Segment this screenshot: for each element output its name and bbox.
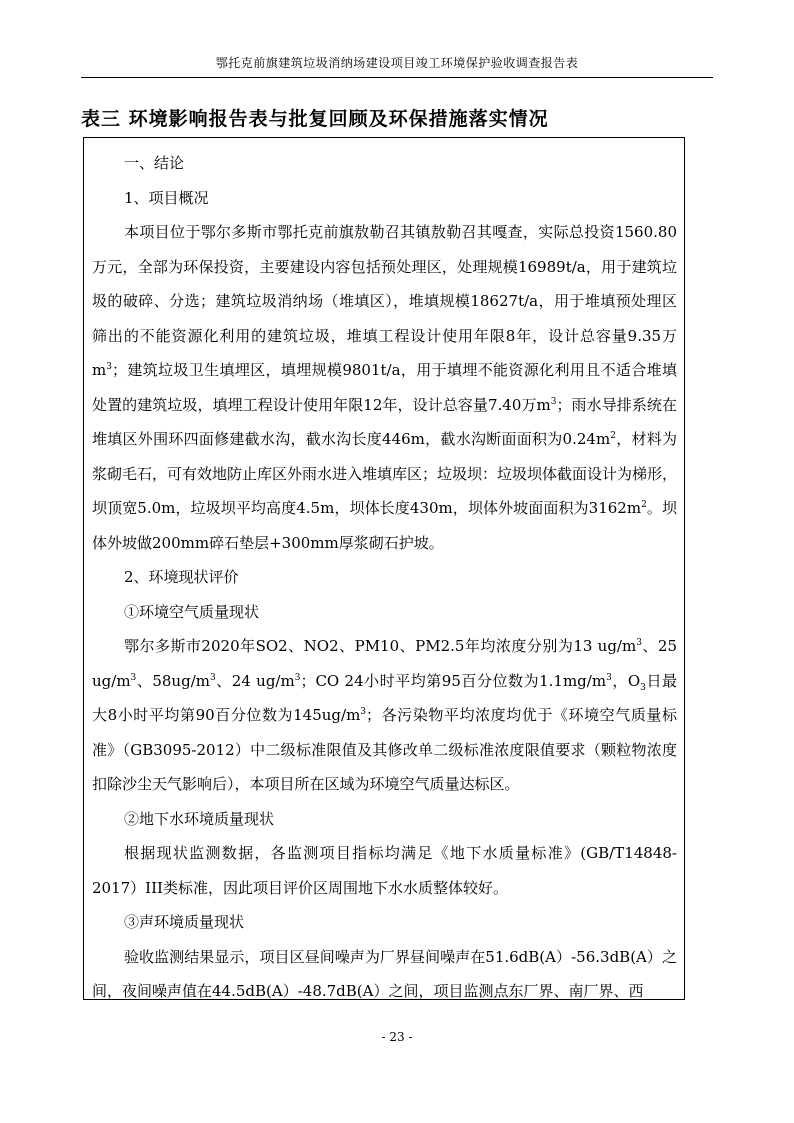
superscript-3: 3: [636, 638, 642, 648]
overview-text-c: ；雨水导排系统在堆填区外围环四面修建截水沟，截水沟长度446m，截水沟断面面积为0.24m: [92, 395, 677, 448]
superscript-3: 3: [606, 672, 612, 683]
heading-conclusion: 一、结论: [124, 154, 185, 172]
superscript-3: 3: [130, 672, 137, 683]
heading-project-overview: 1、项目概况: [124, 188, 209, 207]
heading-air-quality: ①环境空气质量现状: [124, 602, 260, 621]
overview-text-d: ，材料为浆砌毛石，可有效地防止库区外雨水进入堆填库区；垃圾坝：垃圾坝体截面设计为梯形，坝顶宽5.0m，垃圾坝平均高度4.5m，坝体长度430m，坝体外坡面面积为3162m: [92, 430, 678, 517]
superscript-3: 3: [550, 396, 557, 407]
air-text-f: ，O: [611, 671, 641, 690]
paragraph-noise: 验收监测结果显示，项目区昼间噪声为厂界昼间噪声在51.6dB(A）-56.3dB(A）之间，夜间噪声值在44.5dB(A）-48.7dB(A）之间，项目监测点东厂界、南厂界、西: [92, 947, 677, 1000]
section-title: 表三 环境影响报告表与批复回顾及环保措施落实情况: [81, 108, 549, 130]
superscript-3: 3: [106, 362, 112, 372]
superscript-3: 3: [294, 672, 301, 683]
superscript-3: 3: [360, 707, 367, 717]
superscript-2: 2: [641, 500, 647, 510]
superscript-3: 3: [209, 672, 216, 683]
air-text-d: 、24 ug/m: [215, 671, 295, 690]
paragraph-air-quality: [92, 629, 677, 802]
running-header: 鄂托克前旗建筑垃圾消纳场建设项目竣工环境保护验收调查报告表: [81, 54, 713, 78]
overview-text-e: 。坝体外坡做200mm碎石垫层+300mm厚浆砌石护坡。: [92, 499, 677, 552]
air-text-a: 鄂尔多斯市2020年SO2、NO2、PM10、PM2.5年均浓度分别为13 ug/m: [124, 637, 637, 655]
content-body: [84, 138, 684, 1000]
air-text-g: 日最大8小时平均第90百分位数为145ug/m: [92, 671, 677, 724]
heading-environment-status: 2、环境现状评价: [124, 568, 239, 586]
overview-text-a: 本项目位于鄂尔多斯市鄂托克前旗敖勒召其镇敖勒召其嘎查，实际总投资1560.80万元，全部为环保投资，主要建设内容包括预处理区，处理规模16989t/a，用于建筑垃圾的破碎、分选；建筑垃圾消纳场（堆填区），堆填规模18627t/a，用于堆填预处理区筛出的不能资源化利用的建筑垃圾，堆填工程设计使用年限8年，设计总容量9.35万m: [92, 223, 677, 379]
air-text-c: 、58ug/m: [136, 671, 210, 690]
heading-noise: ③声环境质量现状: [124, 913, 245, 931]
overview-text-b: ；建筑垃圾卫生填埋区，填埋规模9801t/a，用于填埋不能资源化利用且不适合堆填处置的建筑垃圾，填埋工程设计使用年限12年，设计总容量7.40万m: [92, 361, 677, 414]
paragraph-groundwater: 根据现状监测数据，各监测项目指标均满足《地下水质量标准》(GB/T14848-2017）III类标准，因此项目评价区周围地下水水质整体较好。: [92, 844, 677, 897]
superscript-2: 2: [610, 431, 616, 441]
air-text-h: ；各污染物平均浓度均优于《环境空气质量标准》（GB3095-2012）中二级标准限值及其修改单二级标准浓度限值要求（颗粒物浓度扣除沙尘天气影响后），本项目所在区域为环境空气质量达标区。: [92, 706, 677, 793]
content-box: [83, 137, 685, 1000]
page-number: - 23 -: [381, 1030, 413, 1044]
heading-groundwater: ②地下水环境质量现状: [124, 809, 275, 828]
paragraph-project-overview: [92, 215, 677, 560]
subscript-3: 3: [640, 682, 646, 693]
air-text-e: ；CO 24小时平均第95百分位数为1.1mg/m: [300, 671, 607, 690]
air-text-b: 、25 ug/m: [92, 637, 677, 690]
